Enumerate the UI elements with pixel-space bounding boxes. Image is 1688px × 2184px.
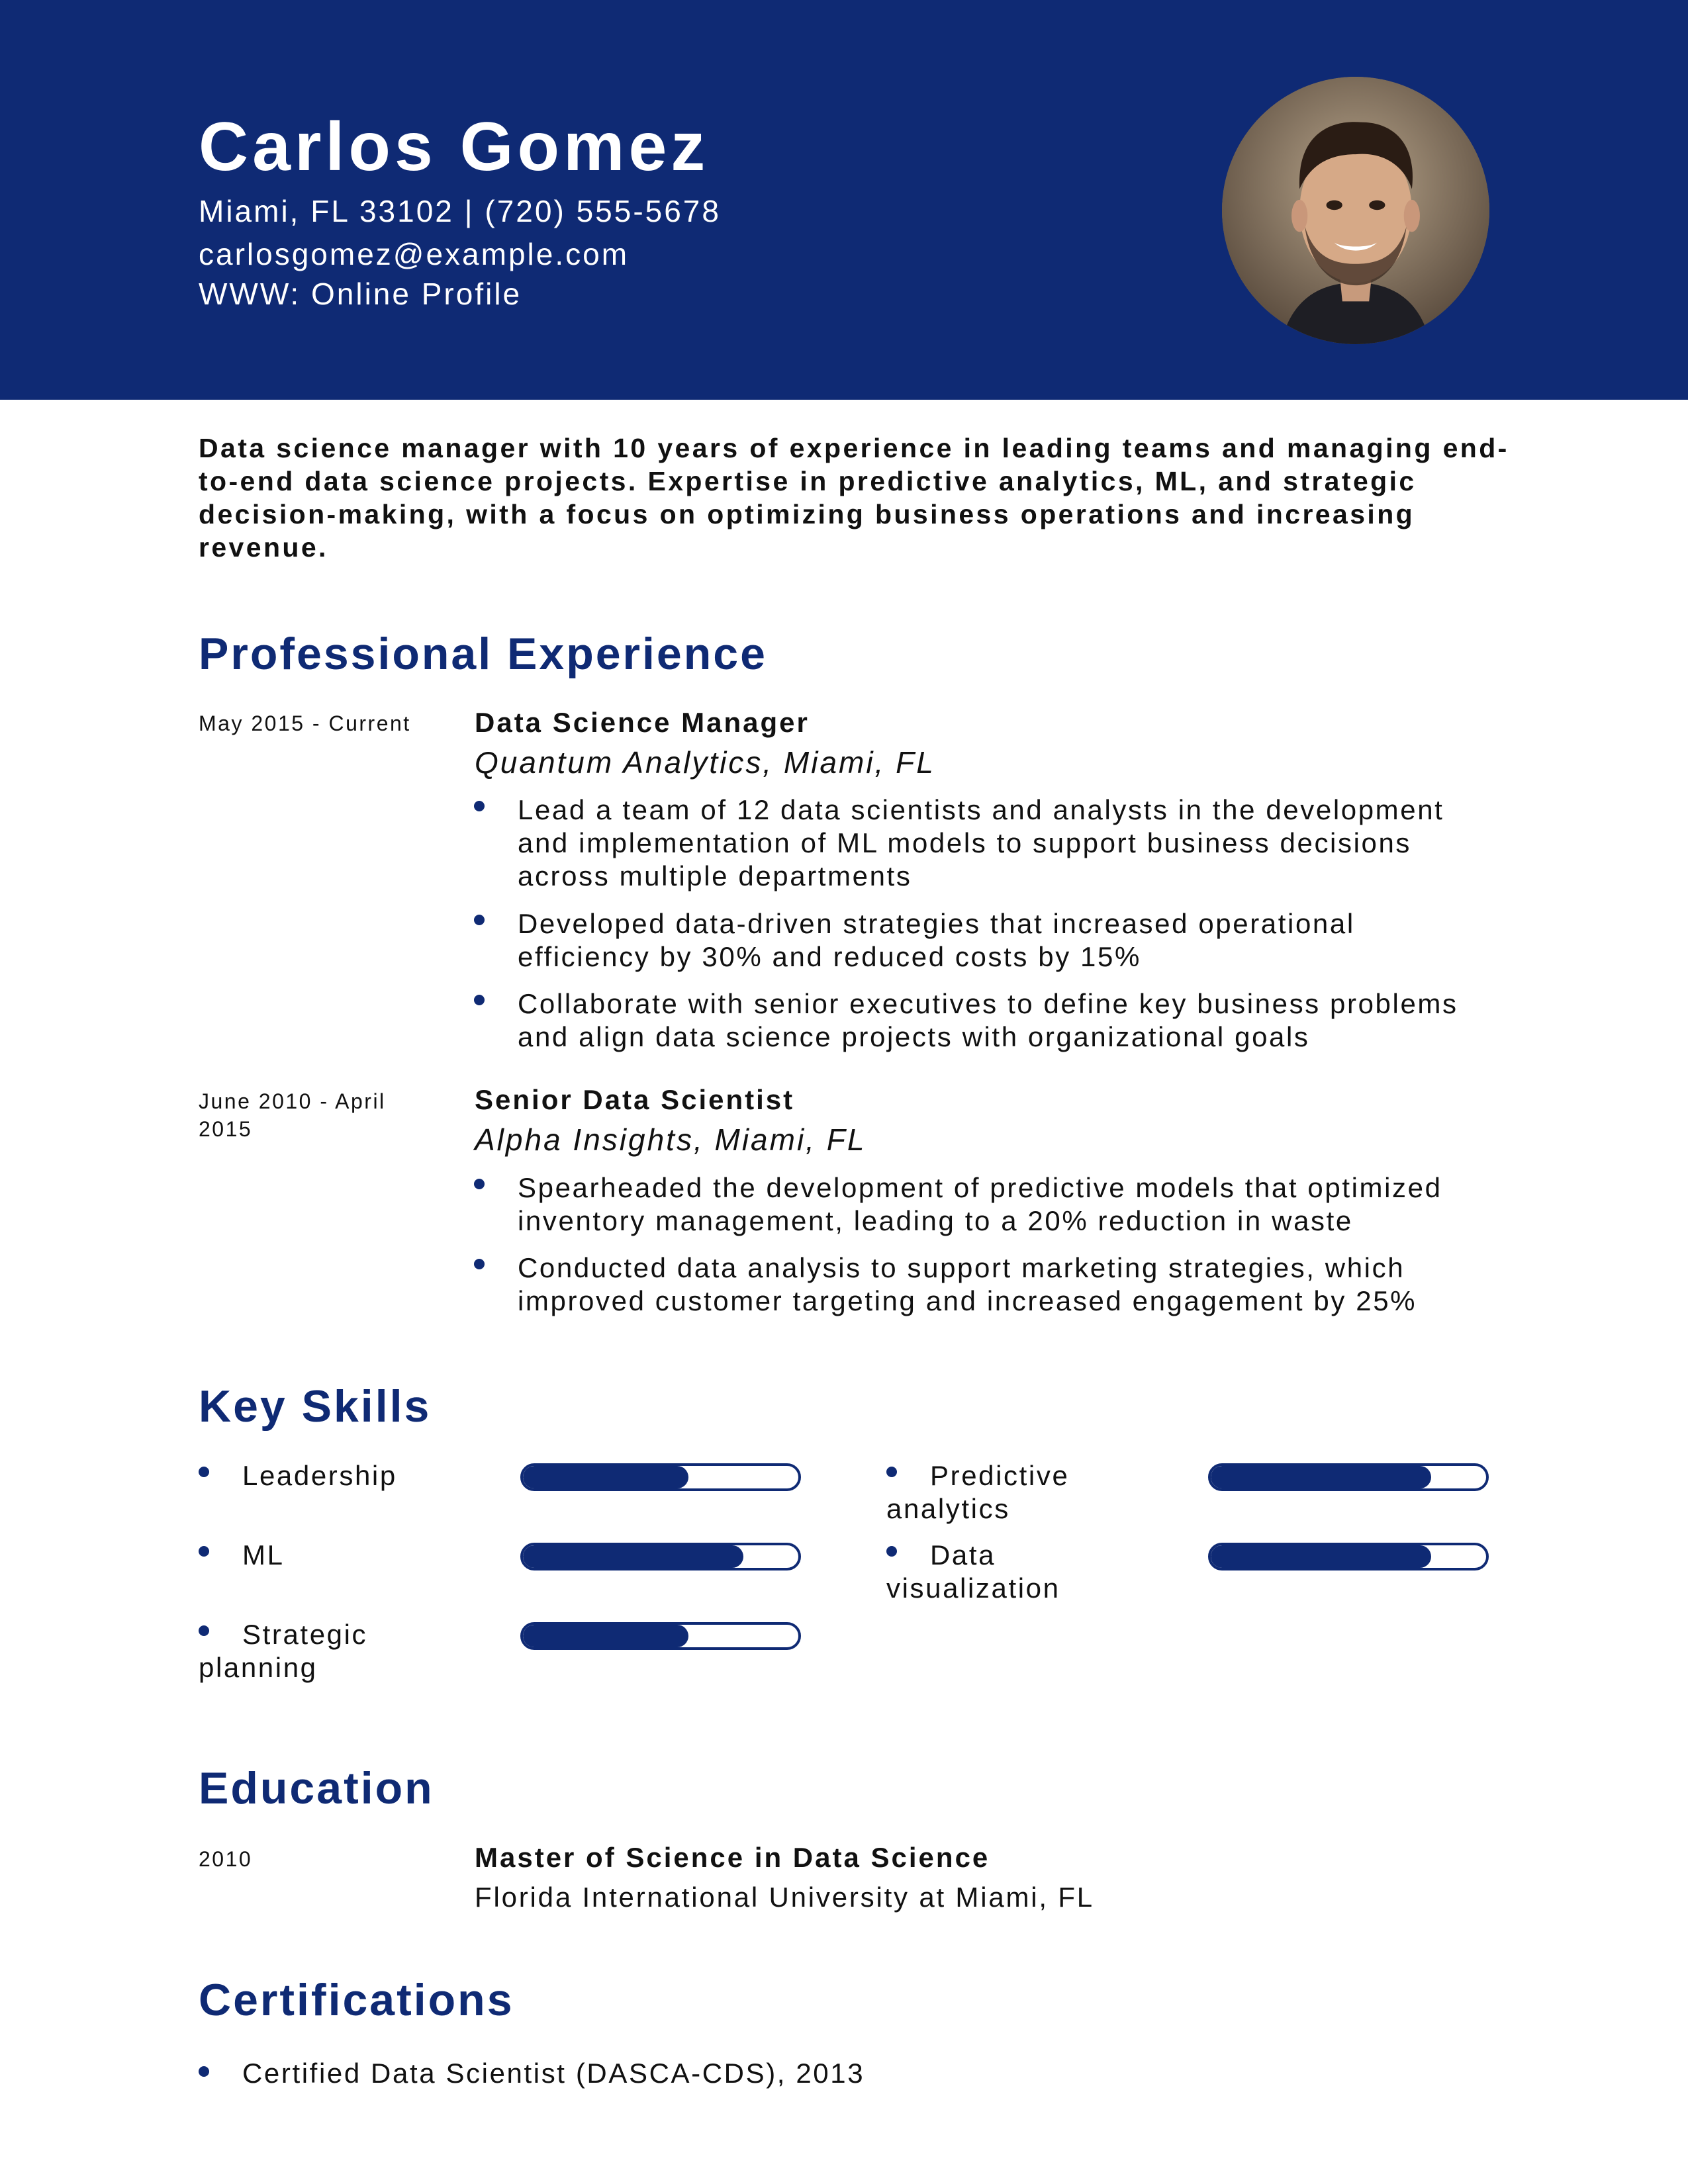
professional-summary: Data science manager with 10 years of experience in leading teams and managing end-to-end data science projects. Expertise in predictive analytics, ML, and strategic decision-making, with a focus on optimizing business operations and increasing revenue. xyxy=(199,433,1509,563)
bullet-dot-icon xyxy=(199,2066,209,2077)
header-banner xyxy=(0,0,1688,400)
job-company: Alpha Insights, Miami, FL xyxy=(475,1122,867,1157)
job-bullet: Spearheaded the development of predictive models that optimized inventory management, leading to a 20% reduction in waste xyxy=(518,1172,1442,1236)
skill-level-bar xyxy=(1208,1543,1489,1570)
section-title-skills: Key Skills xyxy=(199,1381,432,1432)
skill-label: Strategic planning xyxy=(199,1619,368,1683)
bullet-dot-icon xyxy=(474,995,485,1005)
skill-level-fill xyxy=(523,1545,743,1568)
education-degree: Master of Science in Data Science xyxy=(475,1842,990,1873)
email-link[interactable]: carlosgomez@example.com xyxy=(199,237,630,271)
job-bullet: Lead a team of 12 data scientists and analysts in the development and implementation of ML models to support business decisions across multiple departments xyxy=(518,794,1444,891)
skill-level-fill xyxy=(1211,1545,1431,1568)
website-link[interactable]: WWW: Online Profile xyxy=(199,277,522,311)
bullet-dot-icon xyxy=(474,801,485,811)
job-company: Quantum Analytics, Miami, FL xyxy=(475,745,935,780)
job-dates: May 2015 - Current xyxy=(199,711,411,735)
bullet-dot-icon xyxy=(474,1179,485,1189)
job-bullet: Collaborate with senior executives to define key business problems and align data science projects with organizational goals xyxy=(518,988,1458,1052)
job-title: Senior Data Scientist xyxy=(475,1084,795,1115)
education-school: Florida International University at Miami, FL xyxy=(475,1882,1094,1913)
skill-label: Predictive analytics xyxy=(886,1460,1070,1524)
location-phone: Miami, FL 33102 | (720) 555-5678 xyxy=(199,194,721,228)
skill-level-fill xyxy=(523,1625,688,1647)
skill-label: Leadership xyxy=(242,1460,397,1491)
section-title-experience: Professional Experience xyxy=(199,629,767,679)
skill-level-bar xyxy=(1208,1463,1489,1491)
skill-level-fill xyxy=(1211,1466,1431,1488)
skill-level-fill xyxy=(523,1466,688,1488)
section-title-education: Education xyxy=(199,1763,434,1813)
candidate-name: Carlos Gomez xyxy=(199,109,710,185)
job-dates: June 2010 - April 2015 xyxy=(199,1089,386,1141)
job-title: Data Science Manager xyxy=(475,707,810,738)
education-year: 2010 xyxy=(199,1847,253,1871)
bullet-dot-icon xyxy=(474,915,485,925)
job-bullet: Developed data-driven strategies that increased operational efficiency by 30% and reduced costs by 15% xyxy=(518,908,1355,972)
skill-level-bar xyxy=(520,1543,801,1570)
skill-label: Data visualization xyxy=(886,1539,1060,1604)
section-title-certifications: Certifications xyxy=(199,1975,514,2025)
certification-item: Certified Data Scientist (DASCA-CDS), 2013 xyxy=(242,2058,865,2089)
skill-label: ML xyxy=(242,1539,285,1570)
skill-level-bar xyxy=(520,1463,801,1491)
bullet-dot-icon xyxy=(474,1259,485,1269)
skill-level-bar xyxy=(520,1622,801,1650)
job-bullet: Conducted data analysis to support marketing strategies, which improved customer targeting and increased engagement by 25% xyxy=(518,1252,1417,1316)
profile-photo xyxy=(1222,77,1489,344)
